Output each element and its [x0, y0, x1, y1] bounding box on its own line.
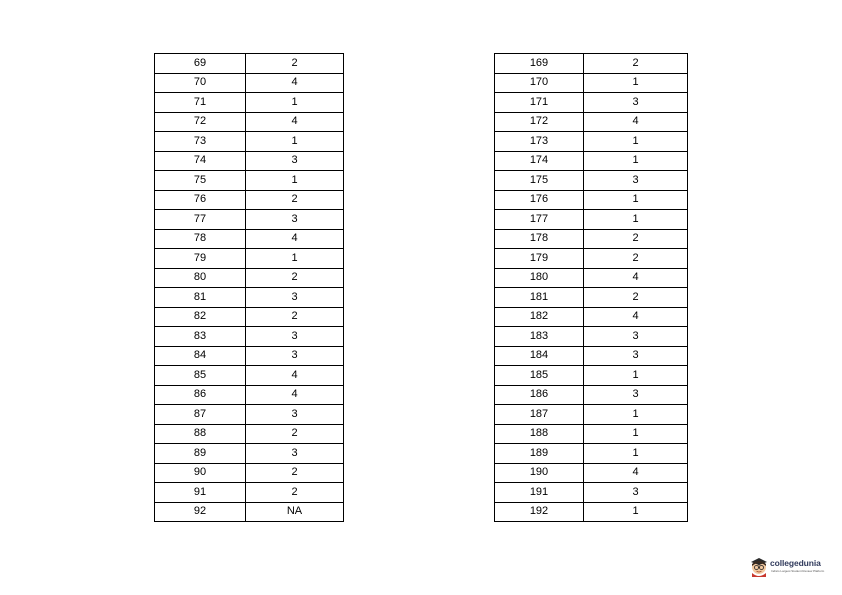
table-row	[495, 73, 688, 93]
table-row	[495, 93, 688, 113]
answer-cell: 2	[246, 268, 344, 288]
question-number-cell: 175	[495, 171, 584, 191]
answer-cell: 1	[584, 366, 688, 386]
table-row	[495, 366, 688, 386]
question-number-cell: 82	[155, 307, 246, 327]
question-number-cell: 83	[155, 327, 246, 347]
table-row	[495, 385, 688, 405]
question-number-cell: 77	[155, 210, 246, 230]
answer-cell: 4	[584, 112, 688, 132]
question-number-cell: 174	[495, 151, 584, 171]
table-row	[155, 268, 344, 288]
answer-cell: 3	[584, 327, 688, 347]
mascot-logo-icon	[748, 555, 770, 577]
question-number-cell: 92	[155, 502, 246, 522]
table-row	[155, 190, 344, 210]
table-row	[495, 424, 688, 444]
answer-cell: 3	[246, 210, 344, 230]
table-row	[495, 307, 688, 327]
table-row	[495, 132, 688, 152]
answer-cell: 3	[584, 385, 688, 405]
question-number-cell: 86	[155, 385, 246, 405]
question-number-cell: 176	[495, 190, 584, 210]
table-row	[155, 112, 344, 132]
question-number-cell: 189	[495, 444, 584, 464]
table-row	[495, 112, 688, 132]
answer-cell: 4	[584, 307, 688, 327]
question-number-cell: 87	[155, 405, 246, 425]
answer-key-table-left	[154, 53, 344, 522]
table-row	[155, 73, 344, 93]
answer-cell: 4	[246, 73, 344, 93]
answer-key-rows-left	[155, 54, 344, 522]
answer-cell: 2	[584, 229, 688, 249]
answer-cell: 3	[246, 405, 344, 425]
table-row	[495, 151, 688, 171]
question-number-cell: 183	[495, 327, 584, 347]
answer-cell: 4	[246, 385, 344, 405]
question-number-cell: 178	[495, 229, 584, 249]
answer-cell: 1	[584, 190, 688, 210]
answer-cell: 2	[584, 288, 688, 308]
question-number-cell: 180	[495, 268, 584, 288]
question-number-cell: 172	[495, 112, 584, 132]
answer-cell: 2	[246, 483, 344, 503]
table-row	[155, 346, 344, 366]
question-number-cell: 173	[495, 132, 584, 152]
question-number-cell: 72	[155, 112, 246, 132]
table-row	[155, 385, 344, 405]
table-row	[495, 502, 688, 522]
table-row	[155, 93, 344, 113]
question-number-cell: 188	[495, 424, 584, 444]
question-number-cell: 184	[495, 346, 584, 366]
question-number-cell: 80	[155, 268, 246, 288]
table-row	[495, 288, 688, 308]
answer-cell: 1	[584, 502, 688, 522]
question-number-cell: 169	[495, 54, 584, 74]
answer-cell: 2	[246, 54, 344, 74]
question-number-cell: 78	[155, 229, 246, 249]
question-number-cell: 90	[155, 463, 246, 483]
collegedunia-watermark	[748, 553, 838, 583]
table-row	[155, 151, 344, 171]
question-number-cell: 170	[495, 73, 584, 93]
answer-cell: 4	[584, 268, 688, 288]
answer-cell: 1	[584, 405, 688, 425]
answer-cell: 4	[246, 112, 344, 132]
answer-cell: 1	[584, 151, 688, 171]
table-row	[495, 346, 688, 366]
table-row	[495, 327, 688, 347]
question-number-cell: 75	[155, 171, 246, 191]
answer-cell: 1	[584, 444, 688, 464]
answer-cell: 2	[246, 424, 344, 444]
table-row	[495, 463, 688, 483]
question-number-cell: 74	[155, 151, 246, 171]
answer-cell: 2	[584, 54, 688, 74]
table-row	[495, 190, 688, 210]
question-number-cell: 69	[155, 54, 246, 74]
question-number-cell: 190	[495, 463, 584, 483]
answer-cell: 1	[584, 210, 688, 230]
answer-cell: 3	[246, 346, 344, 366]
question-number-cell: 79	[155, 249, 246, 269]
answer-key-table-right	[494, 53, 688, 522]
answer-cell: 2	[246, 307, 344, 327]
table-row	[155, 444, 344, 464]
brand-name: collegedunia	[770, 558, 821, 568]
table-row	[155, 307, 344, 327]
question-number-cell: 177	[495, 210, 584, 230]
question-number-cell: 185	[495, 366, 584, 386]
answer-cell: 1	[584, 132, 688, 152]
table-row	[495, 444, 688, 464]
answer-cell: 2	[246, 463, 344, 483]
table-row	[155, 210, 344, 230]
question-number-cell: 73	[155, 132, 246, 152]
answer-cell: 3	[584, 346, 688, 366]
table-row	[155, 54, 344, 74]
answer-cell: 3	[584, 93, 688, 113]
answer-cell: 3	[246, 288, 344, 308]
question-number-cell: 171	[495, 93, 584, 113]
table-row	[155, 424, 344, 444]
question-number-cell: 191	[495, 483, 584, 503]
question-number-cell: 192	[495, 502, 584, 522]
answer-cell: 3	[246, 327, 344, 347]
table-row	[495, 268, 688, 288]
table-row	[155, 327, 344, 347]
table-row	[495, 171, 688, 191]
table-row	[155, 249, 344, 269]
question-number-cell: 89	[155, 444, 246, 464]
table-row	[155, 502, 344, 522]
answer-cell: 1	[584, 424, 688, 444]
question-number-cell: 186	[495, 385, 584, 405]
answer-cell: 2	[246, 190, 344, 210]
answer-cell: 4	[584, 463, 688, 483]
question-number-cell: 187	[495, 405, 584, 425]
table-row	[155, 229, 344, 249]
question-number-cell: 76	[155, 190, 246, 210]
answer-cell: 1	[246, 171, 344, 191]
question-number-cell: 179	[495, 249, 584, 269]
table-row	[155, 405, 344, 425]
answer-cell: 3	[584, 171, 688, 191]
table-row	[155, 171, 344, 191]
table-row	[495, 483, 688, 503]
answer-cell: 3	[246, 444, 344, 464]
question-number-cell: 88	[155, 424, 246, 444]
table-row	[495, 210, 688, 230]
answer-cell: 4	[246, 366, 344, 386]
table-row	[495, 229, 688, 249]
answer-cell: NA	[246, 502, 344, 522]
question-number-cell: 85	[155, 366, 246, 386]
table-row	[155, 132, 344, 152]
answer-cell: 4	[246, 229, 344, 249]
question-number-cell: 182	[495, 307, 584, 327]
answer-cell: 3	[246, 151, 344, 171]
answer-cell: 1	[246, 132, 344, 152]
question-number-cell: 181	[495, 288, 584, 308]
question-number-cell: 70	[155, 73, 246, 93]
brand-tagline: India's Largest Student Review Platform	[771, 569, 825, 573]
table-row	[155, 463, 344, 483]
answer-cell: 3	[584, 483, 688, 503]
answer-cell: 1	[246, 249, 344, 269]
question-number-cell: 71	[155, 93, 246, 113]
answer-cell: 1	[584, 73, 688, 93]
answer-key-rows-right	[495, 54, 688, 522]
table-row	[155, 483, 344, 503]
table-row	[495, 249, 688, 269]
question-number-cell: 81	[155, 288, 246, 308]
question-number-cell: 84	[155, 346, 246, 366]
table-row	[495, 405, 688, 425]
question-number-cell: 91	[155, 483, 246, 503]
answer-cell: 1	[246, 93, 344, 113]
answer-cell: 2	[584, 249, 688, 269]
table-row	[155, 288, 344, 308]
table-row	[495, 54, 688, 74]
table-row	[155, 366, 344, 386]
